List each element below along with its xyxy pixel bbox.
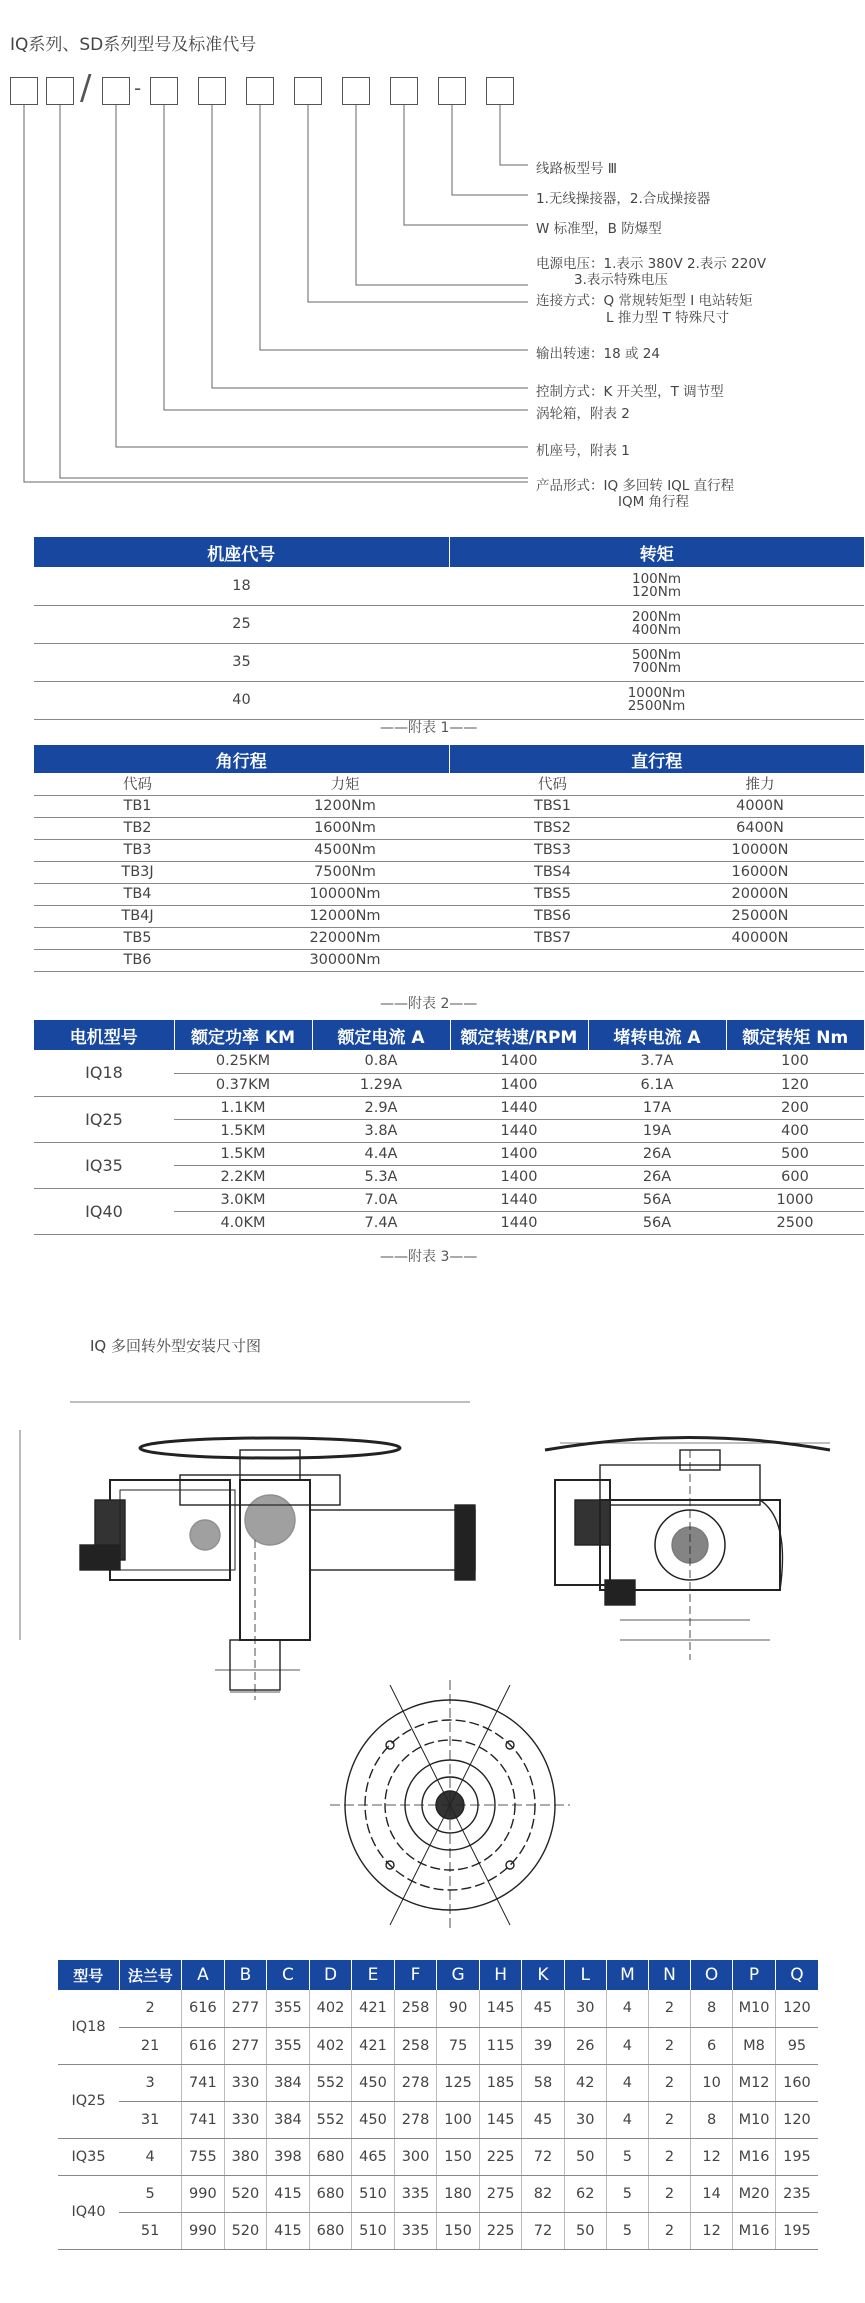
- table4-header: L: [564, 1960, 606, 1990]
- table-cell: 30: [564, 1990, 606, 2027]
- table-cell: 7.0A: [312, 1188, 450, 1211]
- table-cell: 616: [182, 2027, 225, 2064]
- table-cell: 1000: [726, 1188, 864, 1211]
- dimension-table: [58, 1960, 818, 2250]
- table4-header: K: [522, 1960, 564, 1990]
- table3-header: 额定转速/RPM: [450, 1020, 588, 1050]
- table-row: [34, 681, 864, 719]
- table4-header: 法兰号: [119, 1960, 182, 1990]
- table2-group-header: 直行程: [449, 745, 864, 773]
- table-cell: 31: [119, 2101, 182, 2138]
- table-cell: 552: [309, 2064, 352, 2101]
- table4-header: H: [479, 1960, 522, 1990]
- table-cell: 12: [691, 2138, 733, 2175]
- legend-line: 机座号，附表 1: [536, 443, 630, 459]
- table-cell: [656, 949, 864, 971]
- table-cell: 10: [691, 2064, 733, 2101]
- table-cell: 0.37KM: [174, 1073, 312, 1096]
- caption-text: 附表 1: [408, 720, 450, 736]
- table-cell: 2: [648, 2212, 690, 2249]
- table-cell: 8: [691, 1990, 733, 2027]
- table4-header: F: [394, 1960, 437, 1990]
- table-cell: 277: [224, 2027, 267, 2064]
- table-row: [34, 861, 864, 883]
- table-cell: 125: [437, 2064, 480, 2101]
- table-row: [34, 795, 864, 817]
- table-cell: 58: [522, 2064, 564, 2101]
- table3-header: 堵转电流 A: [588, 1020, 726, 1050]
- table-cell: 510: [352, 2175, 395, 2212]
- table-cell: 300: [394, 2138, 437, 2175]
- table-cell: 990: [182, 2175, 225, 2212]
- table-cell: 12000Nm: [241, 905, 449, 927]
- table-cell: 56A: [588, 1188, 726, 1211]
- table-cell: 680: [309, 2175, 352, 2212]
- table-cell: 402: [309, 2027, 352, 2064]
- table-cell: 145: [479, 1990, 522, 2027]
- table-cell: 0.8A: [312, 1050, 450, 1073]
- drawing-title: IQ 多回转外型安装尺寸图: [90, 1337, 261, 1355]
- table-cell: 1.5KM: [174, 1142, 312, 1165]
- table-cell: 1400: [450, 1165, 588, 1188]
- table-cell: 40000N: [656, 927, 864, 949]
- table3-caption: ——附表 3——: [380, 1249, 478, 1265]
- table-cell: 680: [309, 2138, 352, 2175]
- table-cell: 415: [267, 2212, 310, 2249]
- table-cell: 755: [182, 2138, 225, 2175]
- table-cell: 741: [182, 2101, 225, 2138]
- table4-header: E: [352, 1960, 395, 1990]
- table-cell: 4.0KM: [174, 1211, 312, 1234]
- table-cell: 72: [522, 2212, 564, 2249]
- legend-line: 1.无线操接器，2.合成操接器: [536, 191, 711, 207]
- table-cell: 2: [648, 2027, 690, 2064]
- table-cell: 421: [352, 2027, 395, 2064]
- flange-view: [330, 1680, 570, 1930]
- table4-header: G: [437, 1960, 480, 1990]
- table-cell: TB6: [34, 949, 241, 971]
- legend-line: 产品形式：IQ 多回转 IQL 直行程: [536, 478, 735, 494]
- table4-header: D: [309, 1960, 352, 1990]
- table-cell: 75: [437, 2027, 480, 2064]
- table-cell: 160: [775, 2064, 818, 2101]
- table-cell: [449, 605, 864, 643]
- table-cell: 95: [775, 2027, 818, 2064]
- table-cell: 500: [726, 1142, 864, 1165]
- table-cell: 195: [775, 2138, 818, 2175]
- torque-value: 1000Nm: [627, 685, 686, 701]
- table-cell: 1200Nm: [241, 795, 449, 817]
- table-cell: 520: [224, 2175, 267, 2212]
- table-cell: 30000Nm: [241, 949, 449, 971]
- table-cell: 100: [437, 2101, 480, 2138]
- table-cell: 18: [34, 567, 449, 605]
- table-cell: TB5: [34, 927, 241, 949]
- table-cell: 30: [564, 2101, 606, 2138]
- table-cell: TB4: [34, 883, 241, 905]
- table-row: [34, 605, 864, 643]
- table-cell: 40: [34, 681, 449, 719]
- table-cell: M16: [733, 2212, 776, 2249]
- torque-value: 2500Nm: [627, 698, 686, 714]
- table-cell: 1.1KM: [174, 1096, 312, 1119]
- table1-header: 机座代号: [34, 537, 449, 567]
- table-cell: 22000Nm: [241, 927, 449, 949]
- table-cell: 355: [267, 1990, 310, 2027]
- table-cell: M20: [733, 2175, 776, 2212]
- table-cell: TBS3: [449, 839, 656, 861]
- table-cell: 195: [775, 2212, 818, 2249]
- table-cell: 330: [224, 2064, 267, 2101]
- table-cell: 21: [119, 2027, 182, 2064]
- table-row: [34, 1142, 864, 1165]
- gearbox-table: [34, 745, 864, 972]
- table4-header: B: [224, 1960, 267, 1990]
- table-cell: M10: [733, 1990, 776, 2027]
- table-cell: 7.4A: [312, 1211, 450, 1234]
- table-cell: 26A: [588, 1142, 726, 1165]
- motor-model: IQ40: [34, 1188, 174, 1234]
- table-row: [58, 2175, 818, 2212]
- table-cell: TB3: [34, 839, 241, 861]
- table-cell: 384: [267, 2064, 310, 2101]
- table-cell: 258: [394, 2027, 437, 2064]
- torque-value: 400Nm: [631, 622, 682, 638]
- table-cell: 56A: [588, 1211, 726, 1234]
- table2-subheader: 推力: [656, 773, 864, 795]
- table-cell: 3: [119, 2064, 182, 2101]
- table-cell: 2.2KM: [174, 1165, 312, 1188]
- table-cell: 335: [394, 2212, 437, 2249]
- torque-value: 100Nm: [631, 570, 682, 587]
- table-cell: 17A: [588, 1096, 726, 1119]
- side-view: [545, 1438, 830, 1661]
- table-cell: 1.5KM: [174, 1119, 312, 1142]
- table-row: [34, 1096, 864, 1119]
- torque-value: 200Nm: [631, 609, 682, 625]
- table-cell: 450: [352, 2101, 395, 2138]
- caption-text: 附表 3: [408, 1249, 450, 1265]
- table-cell: 277: [224, 1990, 267, 2027]
- table-cell: 2: [648, 2138, 690, 2175]
- table2-subheader: 力矩: [241, 773, 449, 795]
- table-cell: 355: [267, 2027, 310, 2064]
- table2-group-header: 角行程: [34, 745, 449, 773]
- table-cell: 1440: [450, 1096, 588, 1119]
- table-cell: 5: [606, 2212, 648, 2249]
- table-cell: 5: [606, 2138, 648, 2175]
- table4-header: M: [606, 1960, 648, 1990]
- table-cell: 20000N: [656, 883, 864, 905]
- table-cell: 235: [775, 2175, 818, 2212]
- table4-header: A: [182, 1960, 225, 1990]
- table4-model: IQ40: [58, 2175, 119, 2249]
- table-row: [58, 2212, 818, 2249]
- legend-line: 输出转速：18 或 24: [536, 346, 660, 362]
- table-cell: 50: [564, 2212, 606, 2249]
- legend-line: 3.表示特殊电压: [574, 272, 668, 288]
- table-cell: TBS5: [449, 883, 656, 905]
- table-row: [58, 2064, 818, 2101]
- page-title: IQ系列、SD系列型号及标准代号: [10, 35, 257, 55]
- table-cell: 7500Nm: [241, 861, 449, 883]
- table-cell: 6400N: [656, 817, 864, 839]
- legend-line: IQM 角行程: [618, 494, 690, 510]
- table-cell: TB1: [34, 795, 241, 817]
- table-cell: 1.29A: [312, 1073, 450, 1096]
- table-cell: 330: [224, 2101, 267, 2138]
- table-row: [34, 567, 864, 605]
- table-cell: 5.3A: [312, 1165, 450, 1188]
- table-cell: TBS4: [449, 861, 656, 883]
- base-size-table: [34, 537, 864, 720]
- table-cell: 421: [352, 1990, 395, 2027]
- table-cell: 120: [775, 2101, 818, 2138]
- table-cell: 258: [394, 1990, 437, 2027]
- table4-header: C: [267, 1960, 310, 1990]
- table-cell: 90: [437, 1990, 480, 2027]
- table-cell: 1600Nm: [241, 817, 449, 839]
- table4-model: IQ18: [58, 1990, 119, 2064]
- legend-line: 涡轮箱，附表 2: [536, 406, 630, 422]
- table1-caption: ——附表 1——: [380, 720, 478, 736]
- table-cell: 12: [691, 2212, 733, 2249]
- torque-value: 700Nm: [631, 660, 682, 676]
- table-cell: 3.0KM: [174, 1188, 312, 1211]
- table4-model: IQ35: [58, 2138, 119, 2175]
- table-cell: TB4J: [34, 905, 241, 927]
- table-cell: TB2: [34, 817, 241, 839]
- table-cell: 16000N: [656, 861, 864, 883]
- table-cell: 1400: [450, 1073, 588, 1096]
- table-cell: 520: [224, 2212, 267, 2249]
- table3-header: 电机型号: [34, 1020, 174, 1050]
- motor-table: [34, 1020, 864, 1235]
- table-cell: 82: [522, 2175, 564, 2212]
- table-row: [34, 643, 864, 681]
- table-row: [58, 2027, 818, 2064]
- table-cell: 4: [606, 2101, 648, 2138]
- table-cell: 4: [606, 1990, 648, 2027]
- table-cell: 26: [564, 2027, 606, 2064]
- table-cell: 45: [522, 2101, 564, 2138]
- legend-line: 控制方式：K 开关型，T 调节型: [536, 384, 724, 400]
- table-cell: 19A: [588, 1119, 726, 1142]
- table-cell: 225: [479, 2138, 522, 2175]
- table-cell: 14: [691, 2175, 733, 2212]
- table-cell: M12: [733, 2064, 776, 2101]
- table-cell: 680: [309, 2212, 352, 2249]
- table4-header: N: [648, 1960, 690, 1990]
- table-cell: 616: [182, 1990, 225, 2027]
- table-cell: 4.4A: [312, 1142, 450, 1165]
- table-cell: 465: [352, 2138, 395, 2175]
- table-cell: 5: [606, 2175, 648, 2212]
- table-cell: 185: [479, 2064, 522, 2101]
- motor-model: IQ25: [34, 1096, 174, 1142]
- table-cell: 42: [564, 2064, 606, 2101]
- table4-model: IQ25: [58, 2064, 119, 2138]
- table-cell: 552: [309, 2101, 352, 2138]
- table-cell: 990: [182, 2212, 225, 2249]
- table-cell: 4: [606, 2064, 648, 2101]
- table-cell: 1440: [450, 1119, 588, 1142]
- table-cell: 35: [34, 643, 449, 681]
- table-cell: 415: [267, 2175, 310, 2212]
- table4-header: P: [733, 1960, 776, 1990]
- table-cell: 2: [648, 2101, 690, 2138]
- table-cell: 2: [119, 1990, 182, 2027]
- table-cell: 26A: [588, 1165, 726, 1188]
- table4-header: O: [691, 1960, 733, 1990]
- table2-subheader: 代码: [449, 773, 656, 795]
- table-cell: 600: [726, 1165, 864, 1188]
- table-row: [34, 1050, 864, 1073]
- code-dash: -: [134, 76, 142, 100]
- table-cell: M10: [733, 2101, 776, 2138]
- caption-text: 附表 2: [408, 996, 450, 1012]
- table-cell: [449, 567, 864, 605]
- table-cell: 4500Nm: [241, 839, 449, 861]
- table3-header: 额定功率 KM: [174, 1020, 312, 1050]
- table-cell: 400: [726, 1119, 864, 1142]
- table-cell: 10000Nm: [241, 883, 449, 905]
- table-cell: 50: [564, 2138, 606, 2175]
- legend-line: 连接方式：Q 常规转矩型 I 电站转矩: [536, 293, 753, 309]
- code-slash: /: [80, 68, 92, 108]
- table-cell: 4: [119, 2138, 182, 2175]
- table-cell: 145: [479, 2101, 522, 2138]
- table-cell: 1400: [450, 1050, 588, 1073]
- table-cell: 2: [648, 1990, 690, 2027]
- table-cell: 10000N: [656, 839, 864, 861]
- table-cell: [449, 949, 656, 971]
- table-cell: 45: [522, 1990, 564, 2027]
- table-cell: TBS7: [449, 927, 656, 949]
- table-cell: 398: [267, 2138, 310, 2175]
- table2-caption: ——附表 2——: [380, 996, 478, 1012]
- torque-value: 120Nm: [631, 583, 682, 600]
- table-cell: 510: [352, 2212, 395, 2249]
- table-cell: 6: [691, 2027, 733, 2064]
- table-cell: 3.7A: [588, 1050, 726, 1073]
- table-row: [58, 2101, 818, 2138]
- table-cell: 6.1A: [588, 1073, 726, 1096]
- table-cell: 120: [775, 1990, 818, 2027]
- table-row: [34, 927, 864, 949]
- table-cell: 225: [479, 2212, 522, 2249]
- table-row: [34, 949, 864, 971]
- table-cell: 72: [522, 2138, 564, 2175]
- table-cell: 39: [522, 2027, 564, 2064]
- table-cell: TBS2: [449, 817, 656, 839]
- table-cell: 335: [394, 2175, 437, 2212]
- legend-line: L 推力型 T 特殊尺寸: [606, 310, 730, 326]
- table4-header: Q: [775, 1960, 818, 1990]
- table-cell: 278: [394, 2064, 437, 2101]
- table-cell: 2.9A: [312, 1096, 450, 1119]
- table-cell: 4: [606, 2027, 648, 2064]
- table-cell: TBS6: [449, 905, 656, 927]
- table4-header: 型号: [58, 1960, 119, 1990]
- table-cell: 3.8A: [312, 1119, 450, 1142]
- table-cell: 150: [437, 2138, 480, 2175]
- table-cell: 120: [726, 1073, 864, 1096]
- table3-header: 额定电流 A: [312, 1020, 450, 1050]
- table-cell: 384: [267, 2101, 310, 2138]
- table-row: [34, 905, 864, 927]
- table-cell: 25000N: [656, 905, 864, 927]
- table-cell: 275: [479, 2175, 522, 2212]
- legend-line: W 标准型，B 防爆型: [536, 221, 662, 237]
- table-cell: 62: [564, 2175, 606, 2212]
- table-cell: 278: [394, 2101, 437, 2138]
- table-cell: 2500: [726, 1211, 864, 1234]
- table-cell: 51: [119, 2212, 182, 2249]
- table-row: [34, 883, 864, 905]
- table-cell: 25: [34, 605, 449, 643]
- table-cell: [449, 681, 864, 719]
- table-cell: 8: [691, 2101, 733, 2138]
- legend-line: 电源电压：1.表示 380V 2.表示 220V: [536, 256, 767, 272]
- table-row: [34, 1188, 864, 1211]
- table-cell: M16: [733, 2138, 776, 2175]
- actuator-drawing: [0, 1370, 865, 1930]
- table-cell: 450: [352, 2064, 395, 2101]
- table-cell: 402: [309, 1990, 352, 2027]
- table-cell: TB3J: [34, 861, 241, 883]
- table-cell: M8: [733, 2027, 776, 2064]
- table-row: [34, 817, 864, 839]
- table-row: [58, 1990, 818, 2027]
- motor-model: IQ35: [34, 1142, 174, 1188]
- table-cell: 1400: [450, 1142, 588, 1165]
- table-cell: 1440: [450, 1211, 588, 1234]
- table-cell: 380: [224, 2138, 267, 2175]
- motor-model: IQ18: [34, 1050, 174, 1096]
- table-cell: 180: [437, 2175, 480, 2212]
- table-cell: 5: [119, 2175, 182, 2212]
- table-cell: TBS1: [449, 795, 656, 817]
- table-cell: 100: [726, 1050, 864, 1073]
- table-cell: 4000N: [656, 795, 864, 817]
- table4-body: [58, 1990, 818, 2249]
- table-cell: 0.25KM: [174, 1050, 312, 1073]
- table-cell: 741: [182, 2064, 225, 2101]
- table-cell: 150: [437, 2212, 480, 2249]
- table2-subheader: 代码: [34, 773, 241, 795]
- table-cell: 200: [726, 1096, 864, 1119]
- table-row: [34, 839, 864, 861]
- front-view: [20, 1402, 475, 1700]
- table-cell: 1440: [450, 1188, 588, 1211]
- table3-header: 额定转矩 Nm: [726, 1020, 864, 1050]
- table-cell: 115: [479, 2027, 522, 2064]
- table-cell: [449, 643, 864, 681]
- legend-line: 线路板型号 Ⅲ: [536, 161, 618, 177]
- torque-value: 500Nm: [631, 647, 682, 663]
- table-cell: 2: [648, 2064, 690, 2101]
- table1-header: 转矩: [449, 537, 864, 567]
- table-cell: 2: [648, 2175, 690, 2212]
- table-row: [58, 2138, 818, 2175]
